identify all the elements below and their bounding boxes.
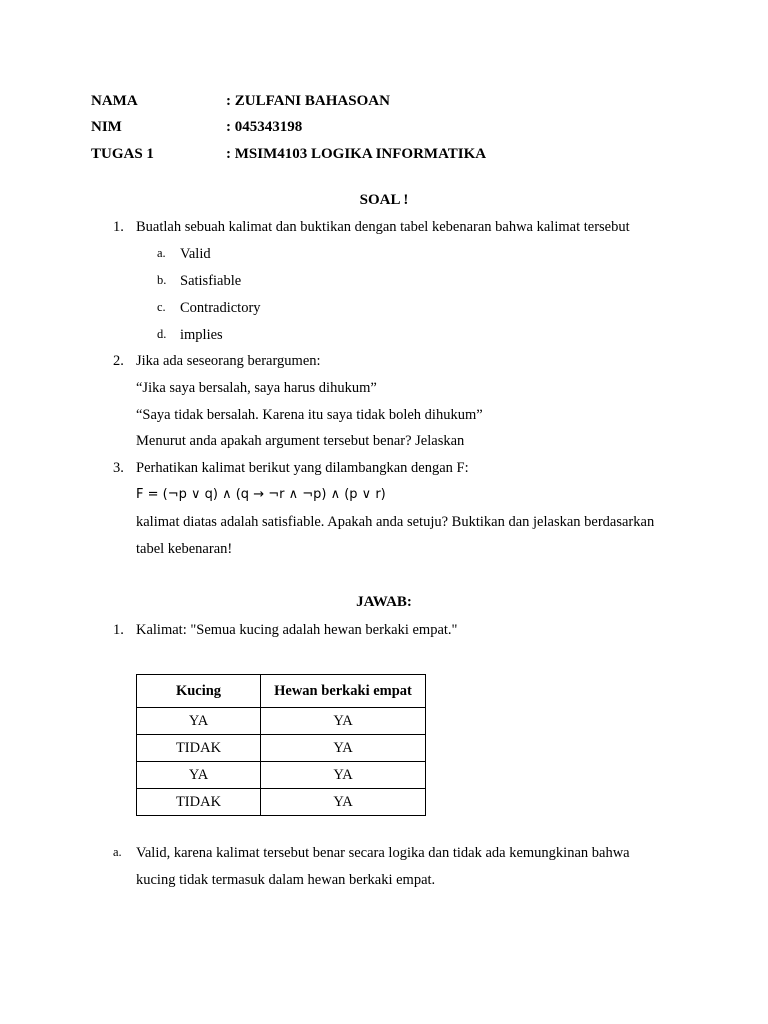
- tugas-value: : MSIM4103 LOGIKA INFORMATIKA: [226, 146, 487, 162]
- q1-option-letter: c.: [157, 300, 166, 314]
- note-line: Valid, karena kalimat tersebut benar secara logika dan tidak ada kemungkinan bahwa: [136, 845, 630, 861]
- table-cell: TIDAK: [137, 789, 261, 816]
- tugas-label: TUGAS 1: [91, 146, 154, 162]
- table-row: [137, 708, 426, 735]
- q3-formula: F = (¬p ∨ q) ∧ (q → ¬r ∧ ¬p) ∧ (p ∨ r): [136, 487, 386, 502]
- q1-option-text: Valid: [180, 246, 211, 262]
- nama-value: : ZULFANI BAHASOAN: [226, 93, 390, 109]
- table-header-kucing: Kucing: [137, 675, 261, 708]
- q2-line: “Saya tidak bersalah. Karena itu saya tidak boleh dihukum”: [136, 407, 483, 423]
- table-header-row: [137, 675, 426, 708]
- q1-number: 1.: [113, 219, 124, 235]
- q2-line: Jika ada seseorang berargumen:: [136, 353, 321, 369]
- table-row: [137, 789, 426, 816]
- q2-line: Menurut anda apakah argument tersebut benar? Jelaskan: [136, 433, 465, 449]
- q3-line: kalimat diatas adalah satisfiable. Apakah anda setuju? Buktikan dan jelaskan berdasarkan: [136, 514, 655, 530]
- q1-option-text: implies: [180, 327, 223, 343]
- table-header-hewan: Hewan berkaki empat: [261, 675, 426, 708]
- table-cell: TIDAK: [137, 735, 261, 762]
- table-cell: YA: [261, 735, 426, 762]
- q3-number: 3.: [113, 460, 124, 476]
- q2-number: 2.: [113, 353, 124, 369]
- table-cell: YA: [137, 762, 261, 789]
- note-letter: a.: [113, 845, 122, 859]
- a1-number: 1.: [113, 622, 124, 638]
- q1-option-letter: a.: [157, 246, 166, 260]
- nim-label: NIM: [91, 119, 122, 135]
- nama-label: NAMA: [91, 93, 138, 109]
- table-row: [137, 762, 426, 789]
- table-cell: YA: [137, 708, 261, 735]
- q1-option-letter: d.: [157, 327, 167, 341]
- q2-line: “Jika saya bersalah, saya harus dihukum”: [136, 380, 377, 396]
- q1-option-text: Satisfiable: [180, 273, 242, 289]
- truth-table: [136, 674, 426, 816]
- q3-line: tabel kebenaran!: [136, 541, 233, 557]
- note-line: kucing tidak termasuk dalam hewan berkaki empat.: [136, 872, 436, 888]
- q1-option-text: Contradictory: [180, 300, 261, 316]
- soal-title: SOAL !: [359, 192, 409, 208]
- jawab-title: JAWAB:: [356, 594, 412, 610]
- table-row: [137, 735, 426, 762]
- nim-value: : 045343198: [226, 119, 303, 135]
- q1-text: Buatlah sebuah kalimat dan buktikan dengan tabel kebenaran bahwa kalimat tersebut: [136, 219, 630, 235]
- q1-option-letter: b.: [157, 273, 167, 287]
- a1-text: Kalimat: "Semua kucing adalah hewan berkaki empat.": [136, 622, 458, 638]
- table-cell: YA: [261, 789, 426, 816]
- table-cell: YA: [261, 762, 426, 789]
- table-cell: YA: [261, 708, 426, 735]
- q3-line: Perhatikan kalimat berikut yang dilambangkan dengan F:: [136, 460, 469, 476]
